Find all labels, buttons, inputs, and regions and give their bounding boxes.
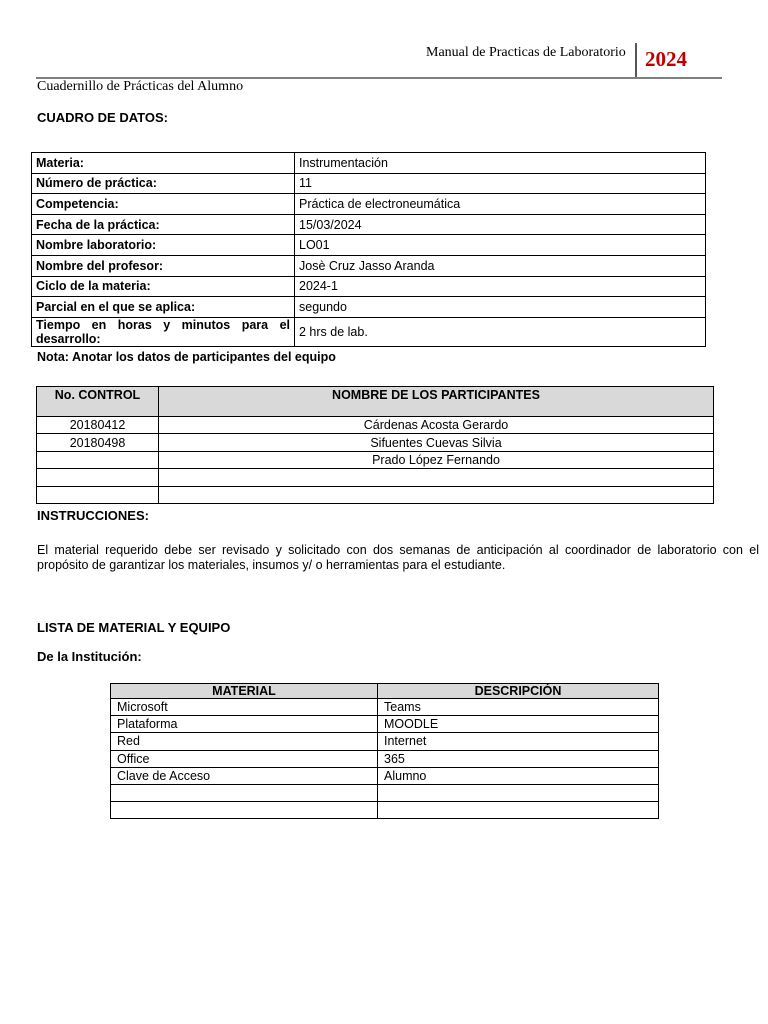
- field-label: Nombre laboratorio:: [32, 235, 295, 256]
- table-header-row: [111, 684, 659, 699]
- cuadro-heading: CUADRO DE DATOS:: [37, 110, 168, 125]
- descripcion-cell: Teams: [378, 699, 659, 716]
- control-cell: [37, 486, 159, 503]
- nombre-cell: Cárdenas Acosta Gerardo: [159, 417, 714, 434]
- material-cell: [111, 784, 378, 801]
- column-header-material: MATERIAL: [111, 684, 378, 699]
- table-row: [37, 486, 714, 503]
- lista-heading: LISTA DE MATERIAL Y EQUIPO: [37, 620, 231, 635]
- field-value: 2 hrs de lab.: [295, 317, 706, 346]
- field-value: Práctica de electroneumática: [295, 194, 706, 215]
- nota-text: Nota: Anotar los datos de participantes del equipo: [37, 350, 336, 364]
- control-cell: 20180498: [37, 434, 159, 451]
- field-label: Materia:: [32, 153, 295, 174]
- field-value: 2024-1: [295, 276, 706, 297]
- field-label: Parcial en el que se aplica:: [32, 297, 295, 318]
- descripcion-cell: MOODLE: [378, 716, 659, 733]
- descripcion-cell: 365: [378, 750, 659, 767]
- table-row: [32, 276, 706, 297]
- descripcion-cell: Internet: [378, 733, 659, 750]
- descripcion-cell: [378, 784, 659, 801]
- nombre-cell: Prado López Fernando: [159, 451, 714, 468]
- instrucciones-text: El material requerido debe ser revisado y solicitado con dos semanas de anticipación al coordinador de laboratorio con el propósito de garantizar los materiales, insumos y/ o herramientas para el estudiante.: [37, 543, 759, 572]
- table-row: [111, 784, 659, 801]
- nombre-cell: [159, 469, 714, 486]
- participantes-table: [36, 386, 714, 504]
- material-cell: Red: [111, 733, 378, 750]
- table-row: [32, 255, 706, 276]
- material-cell: Microsoft: [111, 699, 378, 716]
- cuadro-datos-table: [31, 152, 706, 347]
- document-subtitle: Cuadernillo de Prácticas del Alumno: [37, 79, 244, 94]
- table-row: [111, 802, 659, 819]
- table-row: [37, 434, 714, 451]
- field-value: 11: [295, 173, 706, 194]
- control-cell: [37, 469, 159, 486]
- field-value: LO01: [295, 235, 706, 256]
- instrucciones-heading: INSTRUCCIONES:: [37, 508, 149, 523]
- material-cell: Plataforma: [111, 716, 378, 733]
- table-row: [32, 214, 706, 235]
- control-cell: 20180412: [37, 417, 159, 434]
- field-label: Número de práctica:: [32, 173, 295, 194]
- manual-title: Manual de Practicas de Laboratorio: [426, 45, 626, 60]
- table-row: [111, 767, 659, 784]
- table-row: [111, 716, 659, 733]
- field-label: Ciclo de la materia:: [32, 276, 295, 297]
- descripcion-cell: Alumno: [378, 767, 659, 784]
- column-header-nombre: NOMBRE DE LOS PARTICIPANTES: [159, 387, 714, 417]
- field-value: 15/03/2024: [295, 214, 706, 235]
- table-row: [37, 469, 714, 486]
- column-header-descripcion: DESCRIPCIÓN: [378, 684, 659, 699]
- descripcion-cell: [378, 802, 659, 819]
- table-row: [111, 733, 659, 750]
- material-table: [110, 683, 659, 819]
- field-value: segundo: [295, 297, 706, 318]
- lista-subheading: De la Institución:: [37, 649, 142, 664]
- table-row: [32, 297, 706, 318]
- table-row: [32, 173, 706, 194]
- control-cell: [37, 451, 159, 468]
- field-label: Competencia:: [32, 194, 295, 215]
- material-cell: Clave de Acceso: [111, 767, 378, 784]
- header-year: 2024: [645, 47, 687, 71]
- field-value: Instrumentación: [295, 153, 706, 174]
- table-row: [111, 699, 659, 716]
- material-cell: [111, 802, 378, 819]
- table-row: [32, 194, 706, 215]
- field-value: Josè Cruz Jasso Aranda: [295, 255, 706, 276]
- field-label: Nombre del profesor:: [32, 255, 295, 276]
- column-header-control: No. CONTROL: [37, 387, 159, 417]
- table-row: [32, 235, 706, 256]
- nombre-cell: Sifuentes Cuevas Silvia: [159, 434, 714, 451]
- field-label: Fecha de la práctica:: [32, 214, 295, 235]
- nombre-cell: [159, 486, 714, 503]
- table-row: [32, 153, 706, 174]
- table-row: [37, 451, 714, 468]
- header-divider: [635, 43, 637, 77]
- table-row: [32, 317, 706, 346]
- field-label: Tiempo en horas y minutos para el desarrollo:: [32, 317, 295, 346]
- table-row: [37, 417, 714, 434]
- material-cell: Office: [111, 750, 378, 767]
- table-row: [111, 750, 659, 767]
- table-header-row: [37, 387, 714, 417]
